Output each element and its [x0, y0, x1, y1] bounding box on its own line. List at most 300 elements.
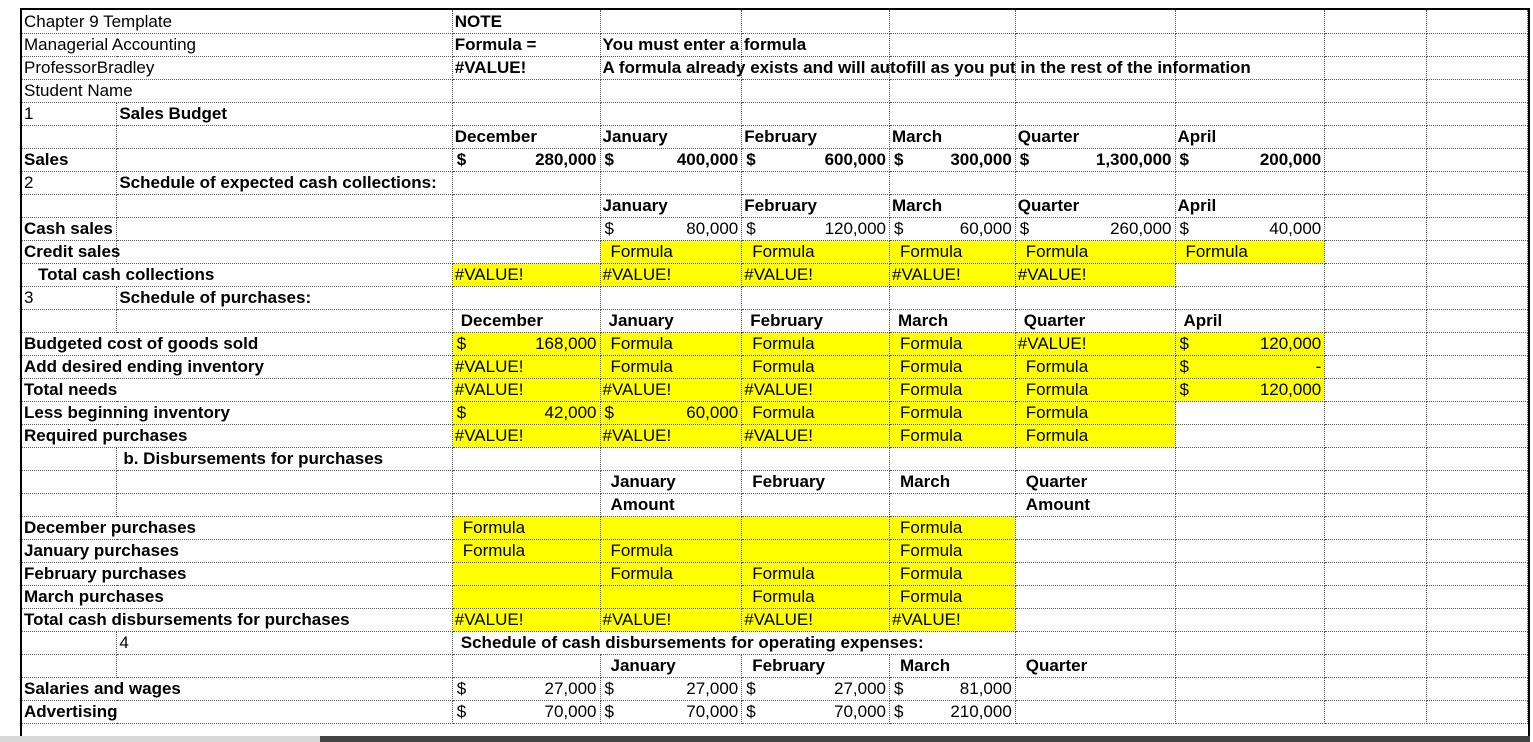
cell[interactable] [1175, 677, 1325, 700]
cell[interactable] [1175, 539, 1325, 562]
cell[interactable] [1325, 631, 1427, 654]
cell[interactable] [1427, 631, 1528, 654]
cell[interactable] [117, 125, 452, 148]
cell[interactable] [452, 493, 600, 516]
cell[interactable] [1325, 148, 1427, 171]
cell[interactable] [1427, 79, 1528, 102]
cell[interactable] [742, 240, 890, 263]
cell[interactable] [452, 240, 600, 263]
cell[interactable] [600, 355, 742, 378]
cell[interactable] [452, 102, 600, 125]
cell[interactable] [1427, 677, 1528, 700]
cell[interactable] [1325, 516, 1427, 539]
cell[interactable] [1325, 194, 1427, 217]
cell[interactable] [1175, 378, 1325, 401]
cell[interactable] [742, 309, 890, 332]
cell[interactable] [1015, 194, 1175, 217]
cell[interactable] [600, 240, 742, 263]
cell[interactable] [1427, 102, 1528, 125]
cell[interactable] [1015, 286, 1175, 309]
cell[interactable] [600, 286, 742, 309]
cell[interactable] [1175, 424, 1325, 447]
cell[interactable] [742, 102, 890, 125]
cell[interactable] [452, 194, 600, 217]
cell[interactable] [890, 516, 1016, 539]
cell[interactable] [1175, 148, 1325, 171]
cell[interactable] [742, 424, 890, 447]
cell[interactable] [742, 263, 890, 286]
cell[interactable] [1015, 608, 1175, 631]
cell[interactable] [1015, 148, 1175, 171]
cell[interactable] [1325, 217, 1427, 240]
cell[interactable] [890, 148, 1016, 171]
cell[interactable] [1325, 125, 1427, 148]
cell[interactable] [1427, 447, 1528, 470]
cell[interactable] [1427, 33, 1528, 56]
cell[interactable] [22, 148, 117, 171]
cell[interactable] [22, 102, 117, 125]
cell[interactable] [1015, 263, 1175, 286]
cell[interactable] [1015, 171, 1175, 194]
cell[interactable] [890, 447, 1016, 470]
cell[interactable] [22, 378, 452, 401]
cell[interactable] [22, 240, 121, 263]
cell[interactable] [1015, 562, 1175, 585]
cell[interactable] [1427, 263, 1528, 286]
cell[interactable] [1015, 539, 1175, 562]
cell[interactable] [22, 401, 452, 424]
cell[interactable] [452, 401, 600, 424]
cell[interactable] [1325, 286, 1427, 309]
cell[interactable] [1015, 56, 1175, 79]
cell[interactable] [742, 355, 890, 378]
cell[interactable] [890, 539, 1016, 562]
cell[interactable] [1325, 470, 1427, 493]
cell[interactable] [1015, 33, 1175, 56]
cell[interactable] [452, 516, 600, 539]
cell[interactable] [600, 562, 742, 585]
cell[interactable] [22, 516, 452, 539]
cell[interactable] [1325, 700, 1427, 723]
cell[interactable] [890, 424, 1016, 447]
cell[interactable] [1175, 102, 1325, 125]
cell[interactable] [742, 171, 890, 194]
cell[interactable] [600, 79, 742, 102]
cell[interactable] [742, 539, 890, 562]
cell[interactable] [452, 286, 600, 309]
cell[interactable] [890, 470, 1016, 493]
cell[interactable] [1015, 102, 1175, 125]
cell[interactable] [117, 470, 452, 493]
cell[interactable] [22, 424, 452, 447]
cell[interactable] [890, 309, 1016, 332]
cell[interactable] [600, 677, 742, 700]
cell[interactable] [890, 355, 1016, 378]
cell[interactable] [1175, 33, 1325, 56]
cell[interactable] [1175, 447, 1325, 470]
cell[interactable] [600, 470, 742, 493]
cell[interactable] [452, 562, 600, 585]
cell[interactable] [742, 148, 890, 171]
cell[interactable] [1427, 378, 1528, 401]
cell[interactable] [1015, 79, 1175, 102]
cell[interactable] [22, 700, 452, 723]
cell[interactable] [1427, 493, 1528, 516]
cell[interactable] [890, 401, 1016, 424]
cell[interactable] [22, 447, 117, 470]
cell-text: Amount [1025, 494, 1091, 514]
cell[interactable] [1175, 286, 1325, 309]
cell[interactable] [1015, 585, 1175, 608]
cell[interactable] [600, 447, 742, 470]
cell[interactable] [1427, 10, 1528, 33]
cell[interactable] [1427, 332, 1528, 355]
cell[interactable] [1325, 332, 1427, 355]
cell[interactable] [452, 171, 600, 194]
cell[interactable] [1015, 631, 1175, 654]
cell[interactable] [22, 263, 452, 286]
cell[interactable] [600, 516, 742, 539]
cell[interactable] [22, 539, 452, 562]
cell[interactable] [1015, 125, 1175, 148]
cell[interactable] [1015, 654, 1175, 677]
cell[interactable] [452, 700, 600, 723]
cell[interactable] [1325, 309, 1427, 332]
cell[interactable] [22, 493, 117, 516]
cell[interactable] [890, 608, 1016, 631]
cell[interactable] [117, 631, 452, 654]
cell[interactable] [452, 10, 600, 33]
cell[interactable] [452, 33, 600, 56]
cell[interactable] [1175, 194, 1325, 217]
cell[interactable] [890, 240, 1016, 263]
cell-text: March [898, 310, 949, 330]
cell[interactable] [117, 148, 452, 171]
spreadsheet-grid[interactable] [20, 8, 1530, 742]
cell[interactable] [890, 700, 1016, 723]
cell[interactable] [600, 332, 742, 355]
cell[interactable] [1427, 286, 1528, 309]
cell[interactable] [22, 608, 452, 631]
cell-value: 70,000 [834, 701, 887, 721]
cell[interactable] [742, 654, 890, 677]
cell[interactable] [600, 194, 742, 217]
cell[interactable] [1325, 355, 1427, 378]
cell[interactable] [1427, 562, 1528, 585]
horizontal-scrollbar[interactable] [320, 736, 1530, 742]
cell[interactable] [742, 700, 890, 723]
cell[interactable] [600, 654, 742, 677]
cell[interactable] [1175, 608, 1325, 631]
cell[interactable] [742, 217, 890, 240]
cell[interactable] [1015, 217, 1175, 240]
cell[interactable] [1325, 562, 1427, 585]
cell[interactable] [1175, 631, 1325, 654]
cell[interactable] [742, 516, 890, 539]
cell[interactable] [742, 332, 890, 355]
cell[interactable] [1175, 263, 1325, 286]
cell[interactable] [1325, 401, 1427, 424]
cell[interactable] [1427, 700, 1528, 723]
cell[interactable] [1175, 700, 1325, 723]
cell[interactable] [117, 493, 452, 516]
cell[interactable] [22, 631, 117, 654]
cell[interactable] [890, 217, 1016, 240]
cell[interactable] [890, 10, 1016, 33]
cell-text: Formula [900, 540, 963, 560]
cell[interactable] [1325, 79, 1427, 102]
cell[interactable] [22, 194, 117, 217]
cell[interactable] [1427, 539, 1528, 562]
cell[interactable] [600, 401, 742, 424]
cell[interactable] [742, 585, 890, 608]
cell[interactable] [452, 654, 600, 677]
cell[interactable] [890, 125, 1016, 148]
cell[interactable] [1175, 10, 1325, 33]
cell[interactable] [1015, 516, 1175, 539]
cell[interactable] [1427, 424, 1528, 447]
cell[interactable] [117, 102, 452, 125]
cell[interactable] [890, 33, 1016, 56]
cell[interactable] [890, 263, 1016, 286]
cell[interactable] [1175, 516, 1325, 539]
cell-value: 300,000 [950, 149, 1012, 169]
cell[interactable] [1015, 424, 1175, 447]
cell[interactable] [1325, 493, 1427, 516]
cell[interactable] [1175, 79, 1325, 102]
title-cell[interactable] [22, 10, 452, 33]
cell[interactable] [22, 286, 117, 309]
cell[interactable] [1175, 171, 1325, 194]
cell[interactable] [1015, 401, 1175, 424]
cell[interactable] [742, 608, 890, 631]
cell[interactable] [600, 378, 742, 401]
cell[interactable] [117, 309, 452, 332]
cell[interactable] [452, 608, 600, 631]
cell[interactable] [1427, 355, 1528, 378]
cell[interactable] [452, 677, 600, 700]
cell[interactable] [1015, 240, 1175, 263]
cell[interactable] [600, 148, 742, 171]
cell[interactable] [452, 447, 600, 470]
cell[interactable] [890, 102, 1016, 125]
cell[interactable] [452, 56, 600, 79]
cell[interactable] [1325, 447, 1427, 470]
cell[interactable] [1325, 171, 1427, 194]
cell[interactable] [1175, 585, 1325, 608]
cell[interactable] [22, 562, 452, 585]
cell[interactable] [1325, 102, 1427, 125]
cell[interactable] [1015, 493, 1175, 516]
cell[interactable] [890, 286, 1016, 309]
cell[interactable] [452, 309, 600, 332]
cell[interactable] [452, 79, 600, 102]
cell[interactable] [890, 493, 1016, 516]
cell[interactable] [600, 171, 742, 194]
cell[interactable] [1015, 10, 1175, 33]
cell[interactable] [452, 470, 600, 493]
cell[interactable] [1325, 10, 1427, 33]
cell[interactable] [22, 217, 117, 240]
cell[interactable] [600, 539, 742, 562]
cell[interactable] [1015, 309, 1175, 332]
cell[interactable] [1175, 355, 1325, 378]
cell[interactable] [1427, 56, 1528, 79]
cell[interactable] [22, 125, 117, 148]
cell[interactable] [600, 125, 742, 148]
cell[interactable] [1325, 539, 1427, 562]
cell[interactable] [742, 470, 890, 493]
cell[interactable] [742, 125, 890, 148]
cell[interactable] [742, 493, 890, 516]
cell[interactable] [1325, 378, 1427, 401]
cell[interactable] [600, 33, 807, 56]
cell[interactable] [742, 194, 890, 217]
cell[interactable] [742, 33, 890, 56]
cell[interactable] [452, 631, 1015, 654]
cell[interactable] [22, 79, 452, 102]
cell[interactable] [1325, 240, 1427, 263]
cell[interactable] [1175, 654, 1325, 677]
cell[interactable] [117, 217, 452, 240]
cell[interactable] [600, 102, 742, 125]
cell[interactable] [890, 585, 1016, 608]
cell[interactable] [452, 263, 600, 286]
cell[interactable] [1175, 240, 1325, 263]
cell[interactable] [452, 539, 600, 562]
cell[interactable] [1427, 516, 1528, 539]
cell[interactable] [890, 171, 1016, 194]
cell[interactable] [1427, 585, 1528, 608]
cell[interactable] [742, 79, 890, 102]
cell[interactable] [1175, 125, 1325, 148]
cell[interactable] [117, 194, 452, 217]
cell[interactable] [890, 677, 1016, 700]
cell[interactable] [452, 355, 600, 378]
cell[interactable] [1325, 263, 1427, 286]
cell[interactable] [1427, 194, 1528, 217]
cell[interactable] [1175, 401, 1325, 424]
cell[interactable] [1427, 125, 1528, 148]
cell[interactable] [1015, 332, 1175, 355]
cell[interactable] [22, 171, 117, 194]
cell[interactable] [1427, 654, 1528, 677]
cell[interactable] [1427, 470, 1528, 493]
cell[interactable] [890, 332, 1016, 355]
cell[interactable] [1325, 56, 1427, 79]
cell[interactable] [452, 378, 600, 401]
cell[interactable] [22, 309, 117, 332]
cell[interactable] [117, 171, 452, 194]
cell[interactable] [1175, 493, 1325, 516]
cell[interactable] [1325, 424, 1427, 447]
cell[interactable] [1015, 378, 1175, 401]
cell[interactable] [600, 56, 1251, 79]
cell[interactable] [1015, 677, 1175, 700]
cell[interactable] [1427, 608, 1528, 631]
cell[interactable] [890, 562, 1016, 585]
cell[interactable] [742, 378, 890, 401]
cell[interactable] [890, 378, 1016, 401]
cell[interactable] [600, 608, 742, 631]
cell[interactable] [1015, 700, 1175, 723]
cell[interactable] [600, 309, 742, 332]
cell[interactable] [1427, 217, 1528, 240]
cell[interactable] [1015, 355, 1175, 378]
cell[interactable] [22, 33, 452, 56]
cell[interactable] [117, 447, 452, 470]
cell[interactable] [452, 585, 600, 608]
cell[interactable] [1427, 148, 1528, 171]
cell-text: #VALUE! [892, 609, 961, 629]
cell[interactable] [600, 263, 742, 286]
cell[interactable] [1325, 33, 1427, 56]
cell[interactable] [742, 447, 890, 470]
cell[interactable] [452, 125, 600, 148]
cell[interactable] [600, 10, 742, 33]
cell[interactable] [600, 700, 742, 723]
cell[interactable] [1427, 309, 1528, 332]
cell[interactable] [890, 79, 1016, 102]
cell[interactable] [890, 56, 1016, 79]
cell[interactable] [1175, 56, 1325, 79]
cell[interactable] [1427, 401, 1528, 424]
cell-text: Formula [1025, 402, 1089, 422]
cell[interactable] [1175, 309, 1325, 332]
cell[interactable] [452, 332, 600, 355]
cell[interactable] [890, 654, 1016, 677]
cell[interactable] [742, 401, 890, 424]
cell[interactable] [1325, 654, 1427, 677]
cell[interactable] [1325, 677, 1427, 700]
cell[interactable] [742, 286, 890, 309]
cell[interactable] [1015, 447, 1175, 470]
cell[interactable] [22, 332, 452, 355]
cell[interactable] [890, 194, 1016, 217]
cell[interactable] [1325, 608, 1427, 631]
cell[interactable] [600, 585, 742, 608]
cell[interactable] [600, 493, 742, 516]
cell-text: December purchases [24, 517, 196, 537]
cell[interactable] [1175, 217, 1325, 240]
cell[interactable] [117, 286, 452, 309]
cell[interactable] [1427, 171, 1528, 194]
cell[interactable] [22, 470, 117, 493]
cell[interactable] [600, 217, 742, 240]
cell[interactable] [22, 355, 452, 378]
cell[interactable] [742, 56, 890, 79]
cell[interactable] [22, 654, 117, 677]
cell[interactable] [1015, 470, 1175, 493]
cell[interactable] [22, 677, 452, 700]
cell[interactable] [600, 424, 742, 447]
cell[interactable] [452, 424, 600, 447]
cell[interactable] [742, 562, 890, 585]
cell[interactable] [117, 240, 452, 263]
cell[interactable] [1175, 332, 1325, 355]
cell[interactable] [1325, 585, 1427, 608]
cell[interactable] [22, 56, 452, 79]
cell[interactable] [1427, 240, 1528, 263]
cell[interactable] [1175, 470, 1325, 493]
cell[interactable] [22, 585, 452, 608]
cell[interactable] [742, 10, 890, 33]
cell[interactable] [117, 654, 452, 677]
cell[interactable] [452, 217, 600, 240]
cell[interactable] [1175, 562, 1325, 585]
cell[interactable] [742, 677, 890, 700]
cell[interactable] [452, 148, 600, 171]
